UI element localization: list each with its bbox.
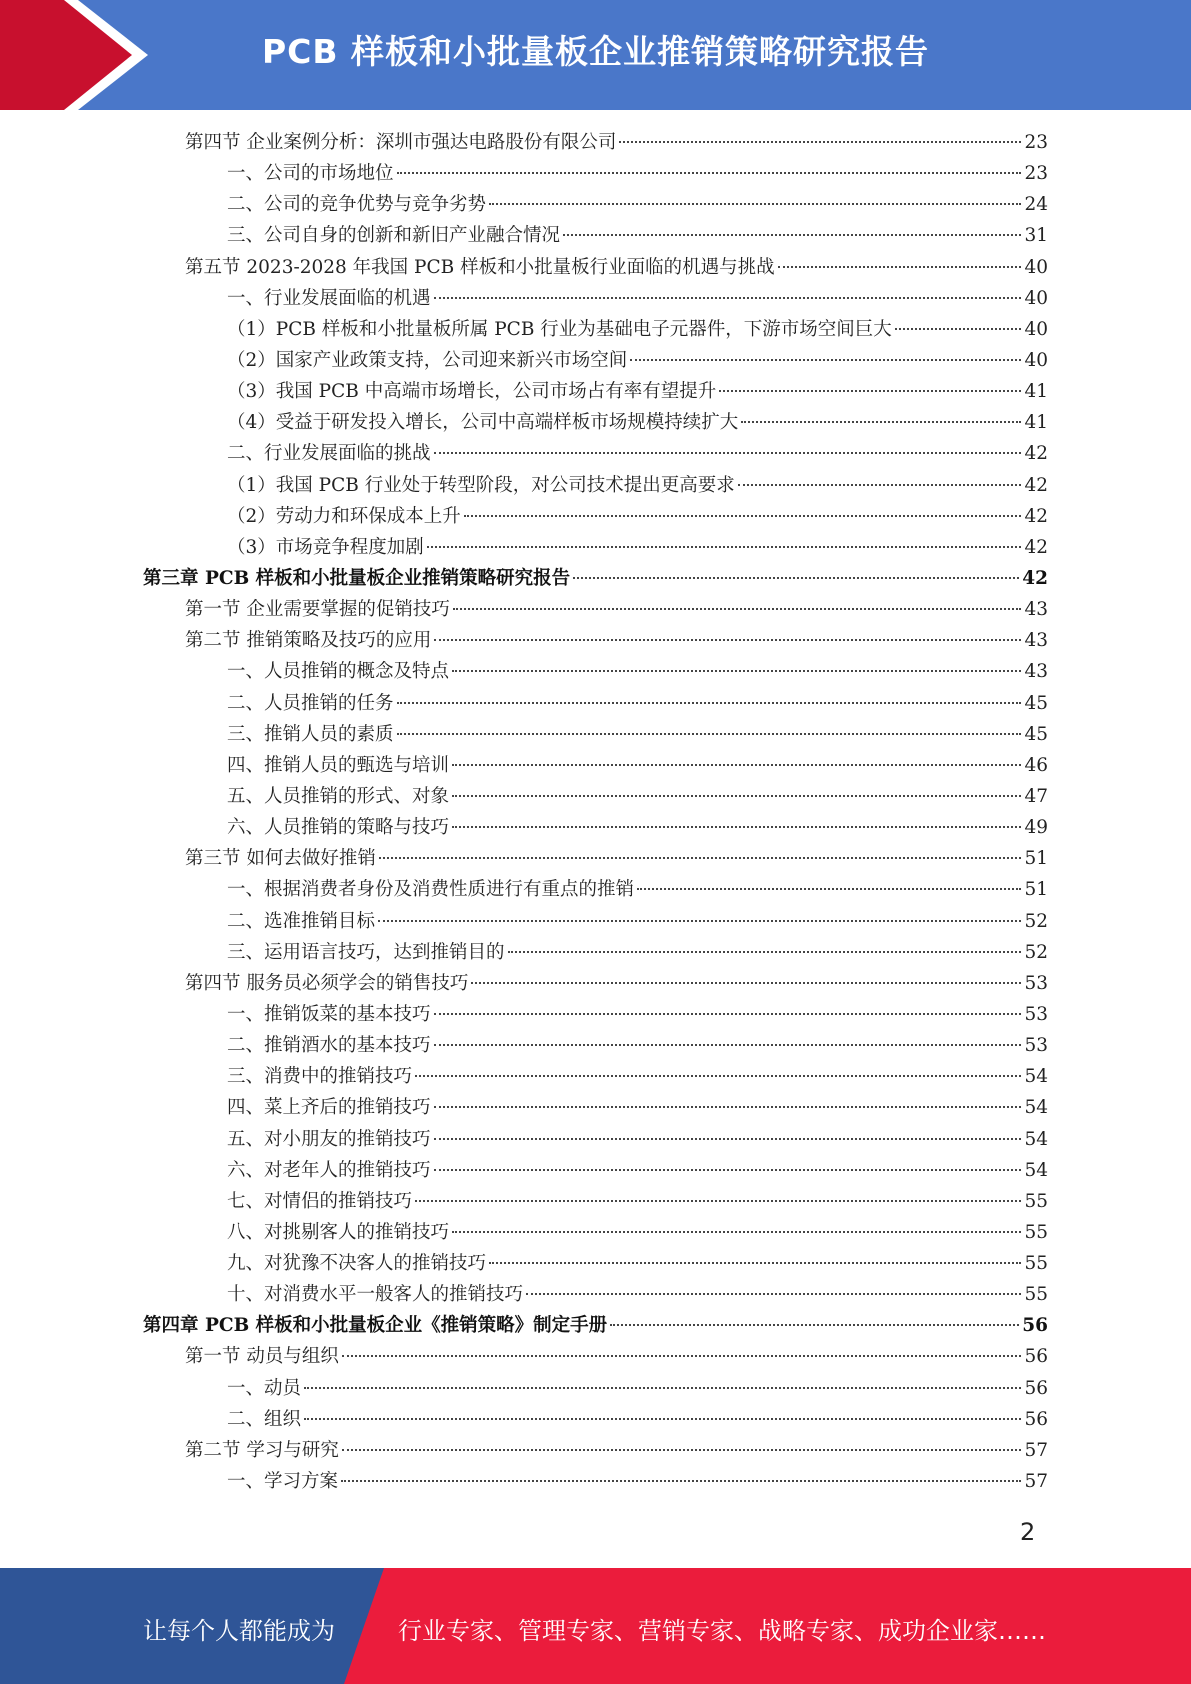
document-title: PCB 样板和小批量板企业推销策略研究报告 (262, 32, 930, 71)
toc-leader-dots (630, 359, 1021, 361)
toc-leader-dots (895, 328, 1022, 330)
table-of-contents (143, 127, 1048, 1497)
toc-entry-page: 40 (1024, 287, 1048, 309)
toc-entry[interactable] (143, 189, 1048, 220)
header-bar (0, 0, 1191, 110)
toc-entry-page: 53 (1024, 972, 1048, 994)
footer-slogan-right: 行业专家、管理专家、营销专家、战略专家、成功企业家…… (398, 1617, 1046, 1645)
toc-leader-dots (738, 484, 1022, 486)
toc-entry-page: 45 (1024, 692, 1048, 714)
toc-leader-dots (434, 1106, 1022, 1108)
toc-leader-dots (342, 1449, 1022, 1451)
toc-leader-dots (471, 982, 1021, 984)
toc-entry-title: 二、组织 (227, 1408, 302, 1430)
toc-leader-dots (434, 297, 1022, 299)
toc-entry-page: 23 (1024, 163, 1048, 185)
toc-entry[interactable] (143, 1310, 1048, 1341)
toc-entry-title: （3）市场竞争程度加剧 (227, 536, 424, 558)
toc-entry-page: 54 (1024, 1128, 1048, 1150)
toc-entry[interactable] (143, 1030, 1048, 1061)
toc-leader-dots (434, 452, 1022, 454)
toc-leader-dots (453, 608, 1022, 610)
toc-entry-title: 第二节 学习与研究 (185, 1439, 339, 1461)
toc-leader-dots (397, 733, 1022, 735)
toc-entry-title: （4）受益于研发投入增长，公司中高端样板市场规模持续扩大 (227, 412, 739, 434)
toc-entry-page: 56 (1024, 1346, 1048, 1368)
toc-leader-dots (304, 1418, 1021, 1420)
toc-entry[interactable] (143, 314, 1048, 345)
toc-entry[interactable] (143, 968, 1048, 999)
toc-leader-dots (452, 1231, 1021, 1233)
toc-entry[interactable] (143, 688, 1048, 719)
toc-entry[interactable] (143, 1217, 1048, 1248)
toc-leader-dots (573, 577, 1019, 579)
toc-leader-dots (452, 764, 1021, 766)
toc-entry-title: 二、人员推销的任务 (227, 692, 394, 714)
toc-entry-page: 24 (1024, 194, 1048, 216)
toc-entry[interactable] (143, 501, 1048, 532)
toc-entry[interactable] (143, 127, 1048, 158)
toc-leader-dots (778, 266, 1022, 268)
toc-entry[interactable] (143, 1248, 1048, 1279)
toc-entry-page: 42 (1024, 474, 1048, 496)
toc-entry-title: 九、对犹豫不决客人的推销技巧 (227, 1253, 487, 1275)
toc-entry-title: 三、推销人员的素质 (227, 723, 394, 745)
toc-leader-dots (452, 795, 1021, 797)
toc-leader-dots (397, 702, 1022, 704)
toc-leader-dots (619, 141, 1021, 143)
toc-entry-title: （1）PCB 样板和小批量板所属 PCB 行业为基础电子元器件，下游市场空间巨大 (227, 318, 892, 340)
toc-entry-title: 第一节 动员与组织 (185, 1346, 339, 1368)
toc-entry[interactable] (143, 719, 1048, 750)
toc-entry-page: 42 (1024, 536, 1048, 558)
toc-leader-dots (342, 1355, 1022, 1357)
toc-entry[interactable] (143, 1373, 1048, 1404)
toc-entry[interactable] (143, 470, 1048, 501)
toc-entry[interactable] (143, 750, 1048, 781)
toc-entry-title: 第二节 推销策略及技巧的应用 (185, 630, 432, 652)
toc-entry[interactable] (143, 1435, 1048, 1466)
toc-leader-dots (378, 920, 1021, 922)
toc-leader-dots (637, 888, 1021, 890)
toc-entry-page: 23 (1024, 132, 1048, 153)
toc-leader-dots (452, 670, 1021, 672)
toc-entry-title: 一、动员 (227, 1377, 302, 1399)
toc-entry-title: 一、人员推销的概念及特点 (227, 661, 450, 683)
toc-entry-title: 一、学习方案 (227, 1471, 339, 1493)
toc-entry-page: 41 (1024, 412, 1048, 434)
toc-entry-page: 54 (1024, 1097, 1048, 1119)
toc-entry-page: 47 (1024, 785, 1048, 807)
toc-entry-page: 42 (1024, 505, 1048, 527)
toc-entry[interactable] (143, 625, 1048, 656)
toc-entry[interactable] (143, 874, 1048, 905)
toc-leader-dots (563, 234, 1021, 236)
toc-entry-title: 第三节 如何去做好推销 (185, 848, 376, 870)
toc-entry-page: 55 (1024, 1221, 1048, 1243)
toc-entry-title: 六、人员推销的策略与技巧 (227, 817, 450, 839)
toc-entry-page: 53 (1024, 1003, 1048, 1025)
toc-leader-dots (415, 1075, 1021, 1077)
toc-entry-title: （3）我国 PCB 中高端市场增长，公司市场占有率有望提升 (227, 381, 717, 403)
toc-leader-dots (489, 1262, 1021, 1264)
toc-entry[interactable] (143, 1092, 1048, 1123)
toc-entry-title: 七、对情侣的推销技巧 (227, 1190, 413, 1212)
toc-entry-page: 55 (1024, 1190, 1048, 1212)
toc-entry-title: （1）我国 PCB 行业处于转型阶段，对公司技术提出更高要求 (227, 474, 735, 496)
toc-leader-dots (379, 857, 1022, 859)
toc-entry-title: 一、行业发展面临的机遇 (227, 287, 431, 309)
toc-entry-page: 57 (1024, 1471, 1048, 1493)
toc-entry-title: 二、行业发展面临的挑战 (227, 443, 431, 465)
toc-entry-title: 三、运用语言技巧，达到推销目的 (227, 941, 505, 963)
toc-entry[interactable] (143, 376, 1048, 407)
toc-entry-page: 40 (1024, 318, 1048, 340)
toc-entry-title: 四、推销人员的甄选与培训 (227, 754, 450, 776)
toc-entry[interactable] (143, 1404, 1048, 1435)
toc-leader-dots (526, 1293, 1021, 1295)
toc-entry-title: 五、对小朋友的推销技巧 (227, 1128, 431, 1150)
toc-entry-page: 56 (1024, 1377, 1048, 1399)
toc-entry-page: 43 (1024, 630, 1048, 652)
toc-entry-title: 八、对挑剔客人的推销技巧 (227, 1221, 450, 1243)
toc-entry-title: 第一节 企业需要掌握的促销技巧 (185, 599, 450, 621)
toc-entry[interactable] (143, 781, 1048, 812)
toc-entry-title: 十、对消费水平一般客人的推销技巧 (227, 1284, 524, 1306)
toc-leader-dots (434, 1044, 1022, 1046)
toc-entry-page: 51 (1024, 879, 1048, 901)
toc-leader-dots (427, 546, 1022, 548)
toc-entry[interactable] (143, 532, 1048, 563)
toc-entry-page: 42 (1022, 567, 1048, 589)
toc-entry[interactable] (143, 407, 1048, 438)
toc-entry-page: 43 (1024, 599, 1048, 621)
toc-entry-page: 56 (1022, 1315, 1048, 1337)
toc-entry-title: 二、选准推销目标 (227, 910, 376, 932)
toc-entry[interactable] (143, 1061, 1048, 1092)
footer-slogan-left: 让每个人都能成为 (143, 1617, 335, 1645)
toc-entry-page: 51 (1024, 848, 1048, 870)
toc-entry-page: 52 (1024, 941, 1048, 963)
toc-entry-title: 一、根据消费者身份及消费性质进行有重点的推销 (227, 879, 635, 901)
toc-entry-page: 46 (1024, 754, 1048, 776)
toc-entry-title: 一、推销饭菜的基本技巧 (227, 1003, 431, 1025)
toc-entry[interactable] (143, 812, 1048, 843)
toc-entry[interactable] (143, 158, 1048, 189)
toc-leader-dots (489, 203, 1021, 205)
toc-entry-title: （2）国家产业政策支持，公司迎来新兴市场空间 (227, 349, 628, 371)
toc-entry[interactable] (143, 283, 1048, 314)
toc-entry[interactable] (143, 1341, 1048, 1372)
toc-entry[interactable] (143, 1279, 1048, 1310)
toc-leader-dots (464, 515, 1022, 517)
toc-entry-title: 四、菜上齐后的推销技巧 (227, 1097, 431, 1119)
toc-entry-page: 31 (1024, 225, 1048, 247)
toc-entry-title: 第五节 2023-2028 年我国 PCB 样板和小批量板行业面临的机遇与挑战 (185, 256, 775, 278)
toc-leader-dots (434, 1013, 1022, 1015)
toc-entry-page: 53 (1024, 1035, 1048, 1057)
toc-entry-page: 54 (1024, 1159, 1048, 1181)
toc-entry[interactable] (143, 1155, 1048, 1186)
toc-entry-title: 第四节 服务员必须学会的销售技巧 (185, 972, 469, 994)
toc-entry[interactable] (143, 438, 1048, 469)
toc-entry-title: 五、人员推销的形式、对象 (227, 785, 450, 807)
toc-entry-page: 55 (1024, 1253, 1048, 1275)
toc-entry-title: 一、公司的市场地位 (227, 163, 394, 185)
toc-entry-page: 56 (1024, 1408, 1048, 1430)
toc-entry-page: 43 (1024, 661, 1048, 683)
toc-entry-page: 54 (1024, 1066, 1048, 1088)
footer-bar (0, 1568, 1191, 1684)
toc-entry[interactable] (143, 220, 1048, 251)
toc-leader-dots (415, 1200, 1021, 1202)
toc-leader-dots (434, 1169, 1022, 1171)
toc-entry[interactable] (143, 843, 1048, 874)
toc-entry-title: 六、对老年人的推销技巧 (227, 1159, 431, 1181)
toc-entry-title: 三、消费中的推销技巧 (227, 1066, 413, 1088)
toc-entry-page: 40 (1024, 349, 1048, 371)
toc-entry-title: 第四节 企业案例分析：深圳市强达电路股份有限公司 (185, 132, 617, 153)
toc-entry[interactable] (143, 999, 1048, 1030)
toc-entry-page: 57 (1024, 1439, 1048, 1461)
page-number: 2 (1020, 1518, 1036, 1546)
toc-entry-page: 45 (1024, 723, 1048, 745)
toc-entry-title: 三、公司自身的创新和新旧产业融合情况 (227, 225, 561, 247)
toc-entry-title: 第四章 PCB 样板和小批量板企业《推销策略》制定手册 (143, 1315, 608, 1337)
toc-entry-page: 52 (1024, 910, 1048, 932)
toc-entry-page: 49 (1024, 817, 1048, 839)
toc-entry[interactable] (143, 252, 1048, 283)
toc-entry-title: 第三章 PCB 样板和小批量板企业推销策略研究报告 (143, 567, 571, 589)
toc-entry[interactable] (143, 1466, 1048, 1497)
toc-leader-dots (397, 172, 1022, 174)
toc-entry[interactable] (143, 1124, 1048, 1155)
toc-entry-title: 二、推销酒水的基本技巧 (227, 1035, 431, 1057)
toc-entry-page: 55 (1024, 1284, 1048, 1306)
toc-entry-title: （2）劳动力和环保成本上升 (227, 505, 461, 527)
toc-entry[interactable] (143, 345, 1048, 376)
toc-entry-page: 42 (1024, 443, 1048, 465)
toc-entry[interactable] (143, 563, 1048, 594)
toc-leader-dots (434, 1138, 1022, 1140)
toc-entry[interactable] (143, 906, 1048, 937)
toc-leader-dots (452, 826, 1021, 828)
toc-entry[interactable] (143, 937, 1048, 968)
toc-entry[interactable] (143, 1186, 1048, 1217)
toc-entry-page: 41 (1024, 381, 1048, 403)
toc-leader-dots (741, 421, 1021, 423)
toc-entry-page: 40 (1024, 256, 1048, 278)
toc-leader-dots (508, 951, 1022, 953)
toc-entry[interactable] (143, 594, 1048, 625)
toc-leader-dots (719, 390, 1021, 392)
toc-leader-dots (610, 1324, 1019, 1326)
toc-entry[interactable] (143, 656, 1048, 687)
toc-entry-title: 二、公司的竞争优势与竞争劣势 (227, 194, 487, 216)
toc-leader-dots (341, 1480, 1021, 1482)
toc-leader-dots (434, 639, 1021, 641)
toc-leader-dots (304, 1387, 1021, 1389)
